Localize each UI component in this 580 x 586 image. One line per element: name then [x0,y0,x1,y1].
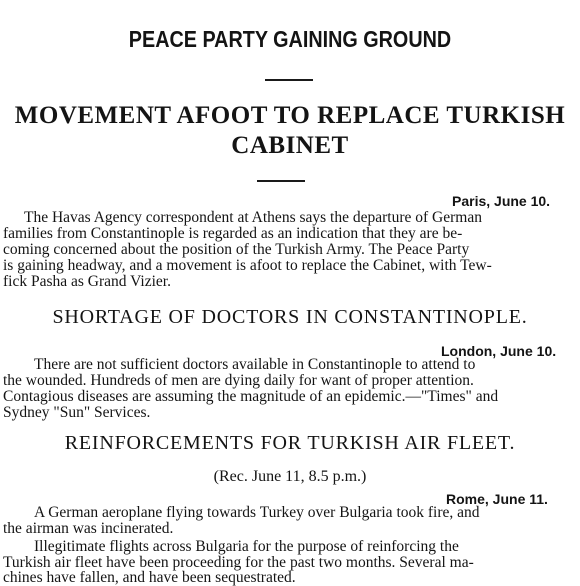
story3-line-2: the airman was incinerated. [3,520,174,537]
divider-rule [257,180,305,182]
dateline-rome: Rome, June 11. [446,491,548,507]
subheading-doctors: SHORTAGE OF DOCTORS IN CONSTANTINOPLE. [52,306,528,328]
story2-line-3: Contagious diseases are assuming the magnitude of an epidemic.—"Times" and [3,388,499,405]
story1-line-3: coming concerned about the position of the Turkish Army. The Peace Party [3,241,470,258]
headline-peace-party: PEACE PARTY GAINING GROUND [128,26,452,52]
story3-line-3: Illegitimate flights across Bulgaria for the purpose of reinforcing the [34,538,459,555]
story3-line-5: chines have fallen, and have been sequestrated. [3,569,296,586]
story2-line-2: the wounded. Hundreds of men are dying daily for want of proper attention. [3,372,474,389]
story2-line-1: There are not sufficient doctors available in Constantinople to attend to [34,356,476,373]
dateline-london: London, June 10. [441,343,557,359]
headline-movement-line1: MOVEMENT AFOOT TO REPLACE TURKISH [14,102,566,129]
divider-rule [265,79,313,81]
story1-line-2: families from Constantinople is regarded as an indication that they are be- [3,225,463,242]
received-time: (Rec. June 11, 8.5 p.m.) [213,468,367,485]
story1-line-1: The Havas Agency correspondent at Athens says the departure of German [24,209,482,226]
story3-line-1: A German aeroplane flying towards Turkey over Bulgaria took fire, and [34,504,480,521]
story3-line-4: Turkish air fleet have been proceeding for the past two months. Several ma- [3,554,474,571]
headline-movement-line2: CABINET [231,132,349,159]
story1-line-5: fick Pasha as Grand Vizier. [3,273,171,290]
story2-line-4: Sydney "Sun" Services. [3,404,151,421]
subheading-air-fleet: REINFORCEMENTS FOR TURKISH AIR FLEET. [64,432,516,454]
story1-line-4: is gaining headway, and a movement is afoot to replace the Cabinet, with Tew- [3,257,492,274]
dateline-paris: Paris, June 10. [452,193,551,209]
